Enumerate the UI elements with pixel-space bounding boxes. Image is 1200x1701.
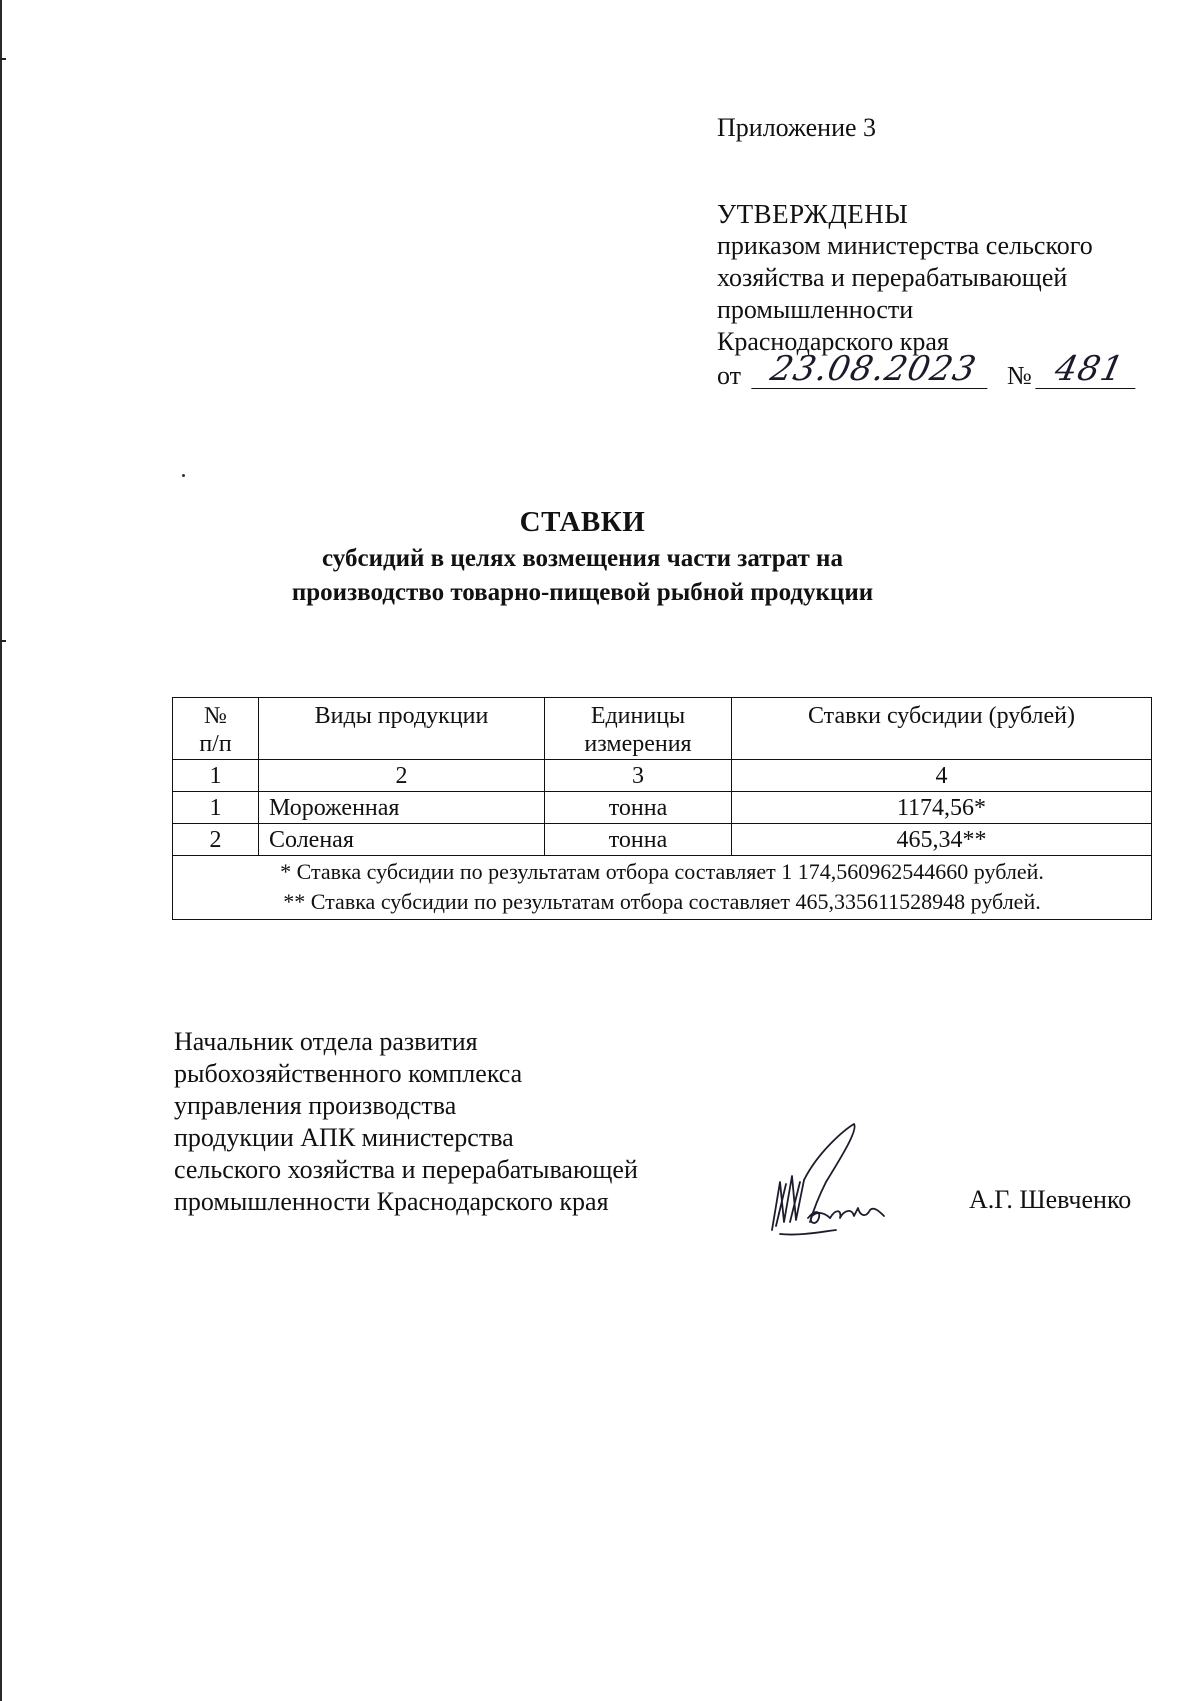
header-product-kind: Виды продукции — [259, 698, 545, 760]
approval-line: хозяйства и перерабатывающей — [717, 263, 1068, 292]
row-number: 2 — [173, 824, 259, 856]
signatory-position-block — [174, 1026, 734, 1218]
row-product-kind: Мороженная — [259, 792, 545, 824]
handwritten-signature — [760, 1122, 890, 1242]
row-rate: 1174,56* — [732, 792, 1152, 824]
table-header-row — [173, 698, 1152, 760]
table-note: * Ставка субсидии по результатам отбора составляет 1 174,560962544660 рублей. — [280, 859, 1044, 884]
scan-speck — [182, 474, 185, 477]
column-number-row — [173, 760, 1152, 792]
document-title: СТАВКИ — [519, 506, 646, 538]
scan-tick — [0, 58, 6, 60]
table-note: ** Ставка субсидии по результатам отбора составляет 465,335611528948 рублей. — [283, 889, 1041, 914]
signatory-position-line: продукции АПК министерства — [174, 1123, 514, 1152]
row-number: 1 — [173, 792, 259, 824]
document-subtitle-line: субсидий в целях возмещения части затрат на — [322, 545, 843, 572]
table-notes-row — [173, 856, 1152, 920]
document-subtitle-line: производство товарно-пищевой рыбной продукции — [291, 579, 874, 606]
header-unit-line: измерения — [584, 731, 692, 757]
order-date-number-line — [717, 349, 1157, 394]
column-number: 3 — [545, 760, 732, 792]
column-number: 2 — [259, 760, 545, 792]
signatory-position-line: промышленности Краснодарского края — [174, 1187, 609, 1216]
document-title-block — [200, 502, 965, 610]
row-unit: тонна — [545, 792, 732, 824]
header-number — [173, 698, 259, 760]
header-number-line: п/п — [199, 731, 232, 757]
number-sign: № — [1007, 361, 1032, 390]
column-number: 4 — [732, 760, 1152, 792]
approved-word: УТВЕРЖДЕНЫ — [717, 199, 909, 229]
signatory-position-line: сельского хозяйства и перерабатывающей — [174, 1155, 638, 1184]
header-rate: Ставки субсидии (рублей) — [732, 698, 1152, 760]
header-number-line: № — [204, 703, 227, 729]
scan-tick — [0, 640, 6, 642]
signatory-position-line: Начальник отдела развития — [174, 1027, 478, 1056]
approval-line: промышленности — [717, 295, 914, 324]
column-number: 1 — [173, 760, 259, 792]
signatory-position-line: рыбохозяйственного комплекса — [174, 1059, 523, 1088]
appendix-label: Приложение 3 — [717, 113, 877, 142]
signatory-position-line: управления производства — [174, 1091, 457, 1120]
handwritten-date: 23.08.2023 — [751, 354, 994, 389]
approval-block — [717, 112, 1157, 394]
signer-name: А.Г. Шевченко — [969, 1185, 1132, 1214]
header-unit — [545, 698, 732, 760]
row-unit: тонна — [545, 824, 732, 856]
date-prefix: от — [717, 361, 742, 390]
scan-edge — [0, 0, 5, 1701]
subsidy-rates-table — [172, 697, 1152, 920]
approval-line: Краснодарского края — [717, 327, 949, 356]
table-notes — [173, 856, 1152, 920]
handwritten-order-number: 481 — [1035, 354, 1142, 389]
table-row — [173, 824, 1152, 856]
row-product-kind: Соленая — [259, 824, 545, 856]
approval-line: приказом министерства сельского — [717, 231, 1093, 260]
header-unit-line: Единицы — [590, 703, 686, 729]
table-row — [173, 792, 1152, 824]
row-rate: 465,34** — [732, 824, 1152, 856]
